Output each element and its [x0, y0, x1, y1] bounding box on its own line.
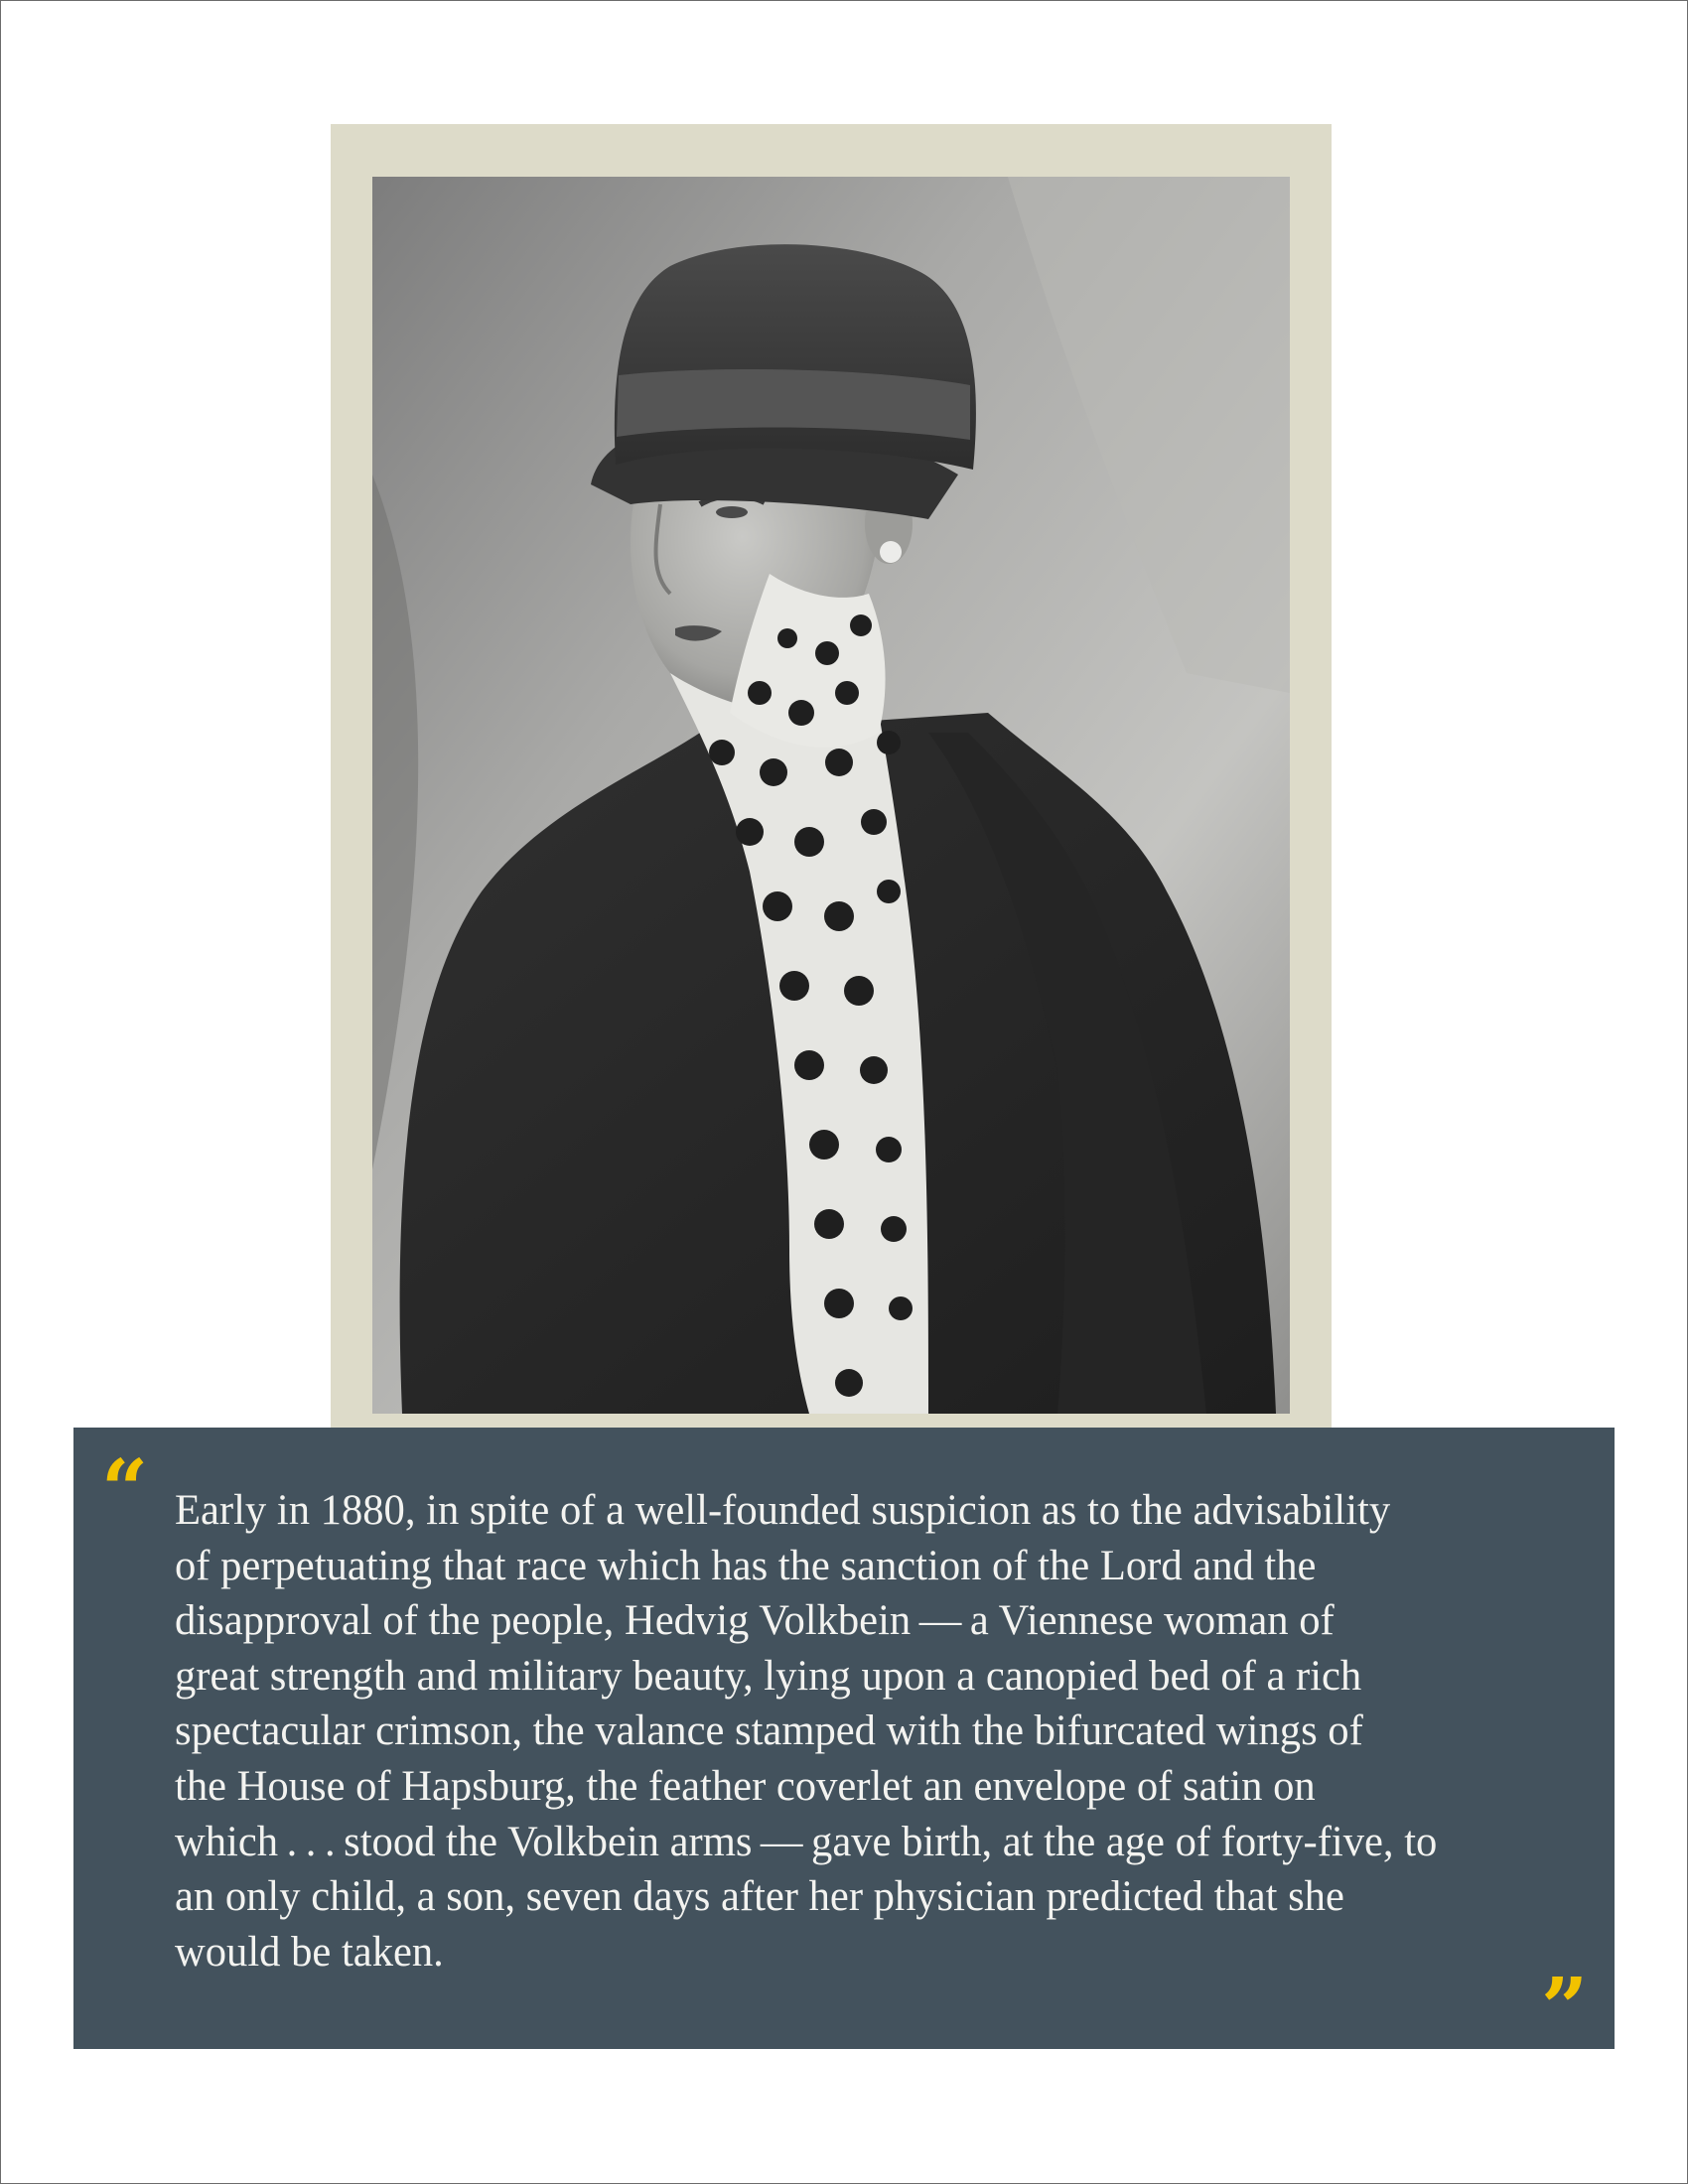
quote-line: spectacular crimson, the valance stamped with the bifurcated wings of [175, 1707, 1363, 1755]
quote-line: which . . . stood the Volkbein arms — gave birth, at the age of forty-five, to [175, 1818, 1438, 1865]
photo-mat [331, 124, 1332, 1468]
quote-line: the House of Hapsburg, the feather coverlet an envelope of satin on [175, 1762, 1316, 1810]
quote-line: of perpetuating that race which has the sanction of the Lord and the [175, 1542, 1317, 1589]
quote-line: would be taken. [175, 1928, 444, 1976]
portrait-photo [372, 177, 1290, 1414]
quote-line: an only child, a son, seven days after her physician predicted that she [175, 1873, 1344, 1921]
quote-line: great strength and military beauty, lying upon a canopied bed of a rich [175, 1652, 1362, 1700]
close-quote-icon: ” [1541, 1961, 1589, 2056]
portrait-illustration [372, 177, 1290, 1414]
open-quote-icon: “ [101, 1442, 149, 1538]
quote-line: disapproval of the people, Hedvig Volkbein — a Viennese woman of [175, 1597, 1335, 1645]
quote-line: Early in 1880, in spite of a well-founded suspicion as to the advisability [175, 1487, 1391, 1534]
quote-panel [73, 1428, 1615, 2056]
quote-text [175, 1483, 1605, 1979]
